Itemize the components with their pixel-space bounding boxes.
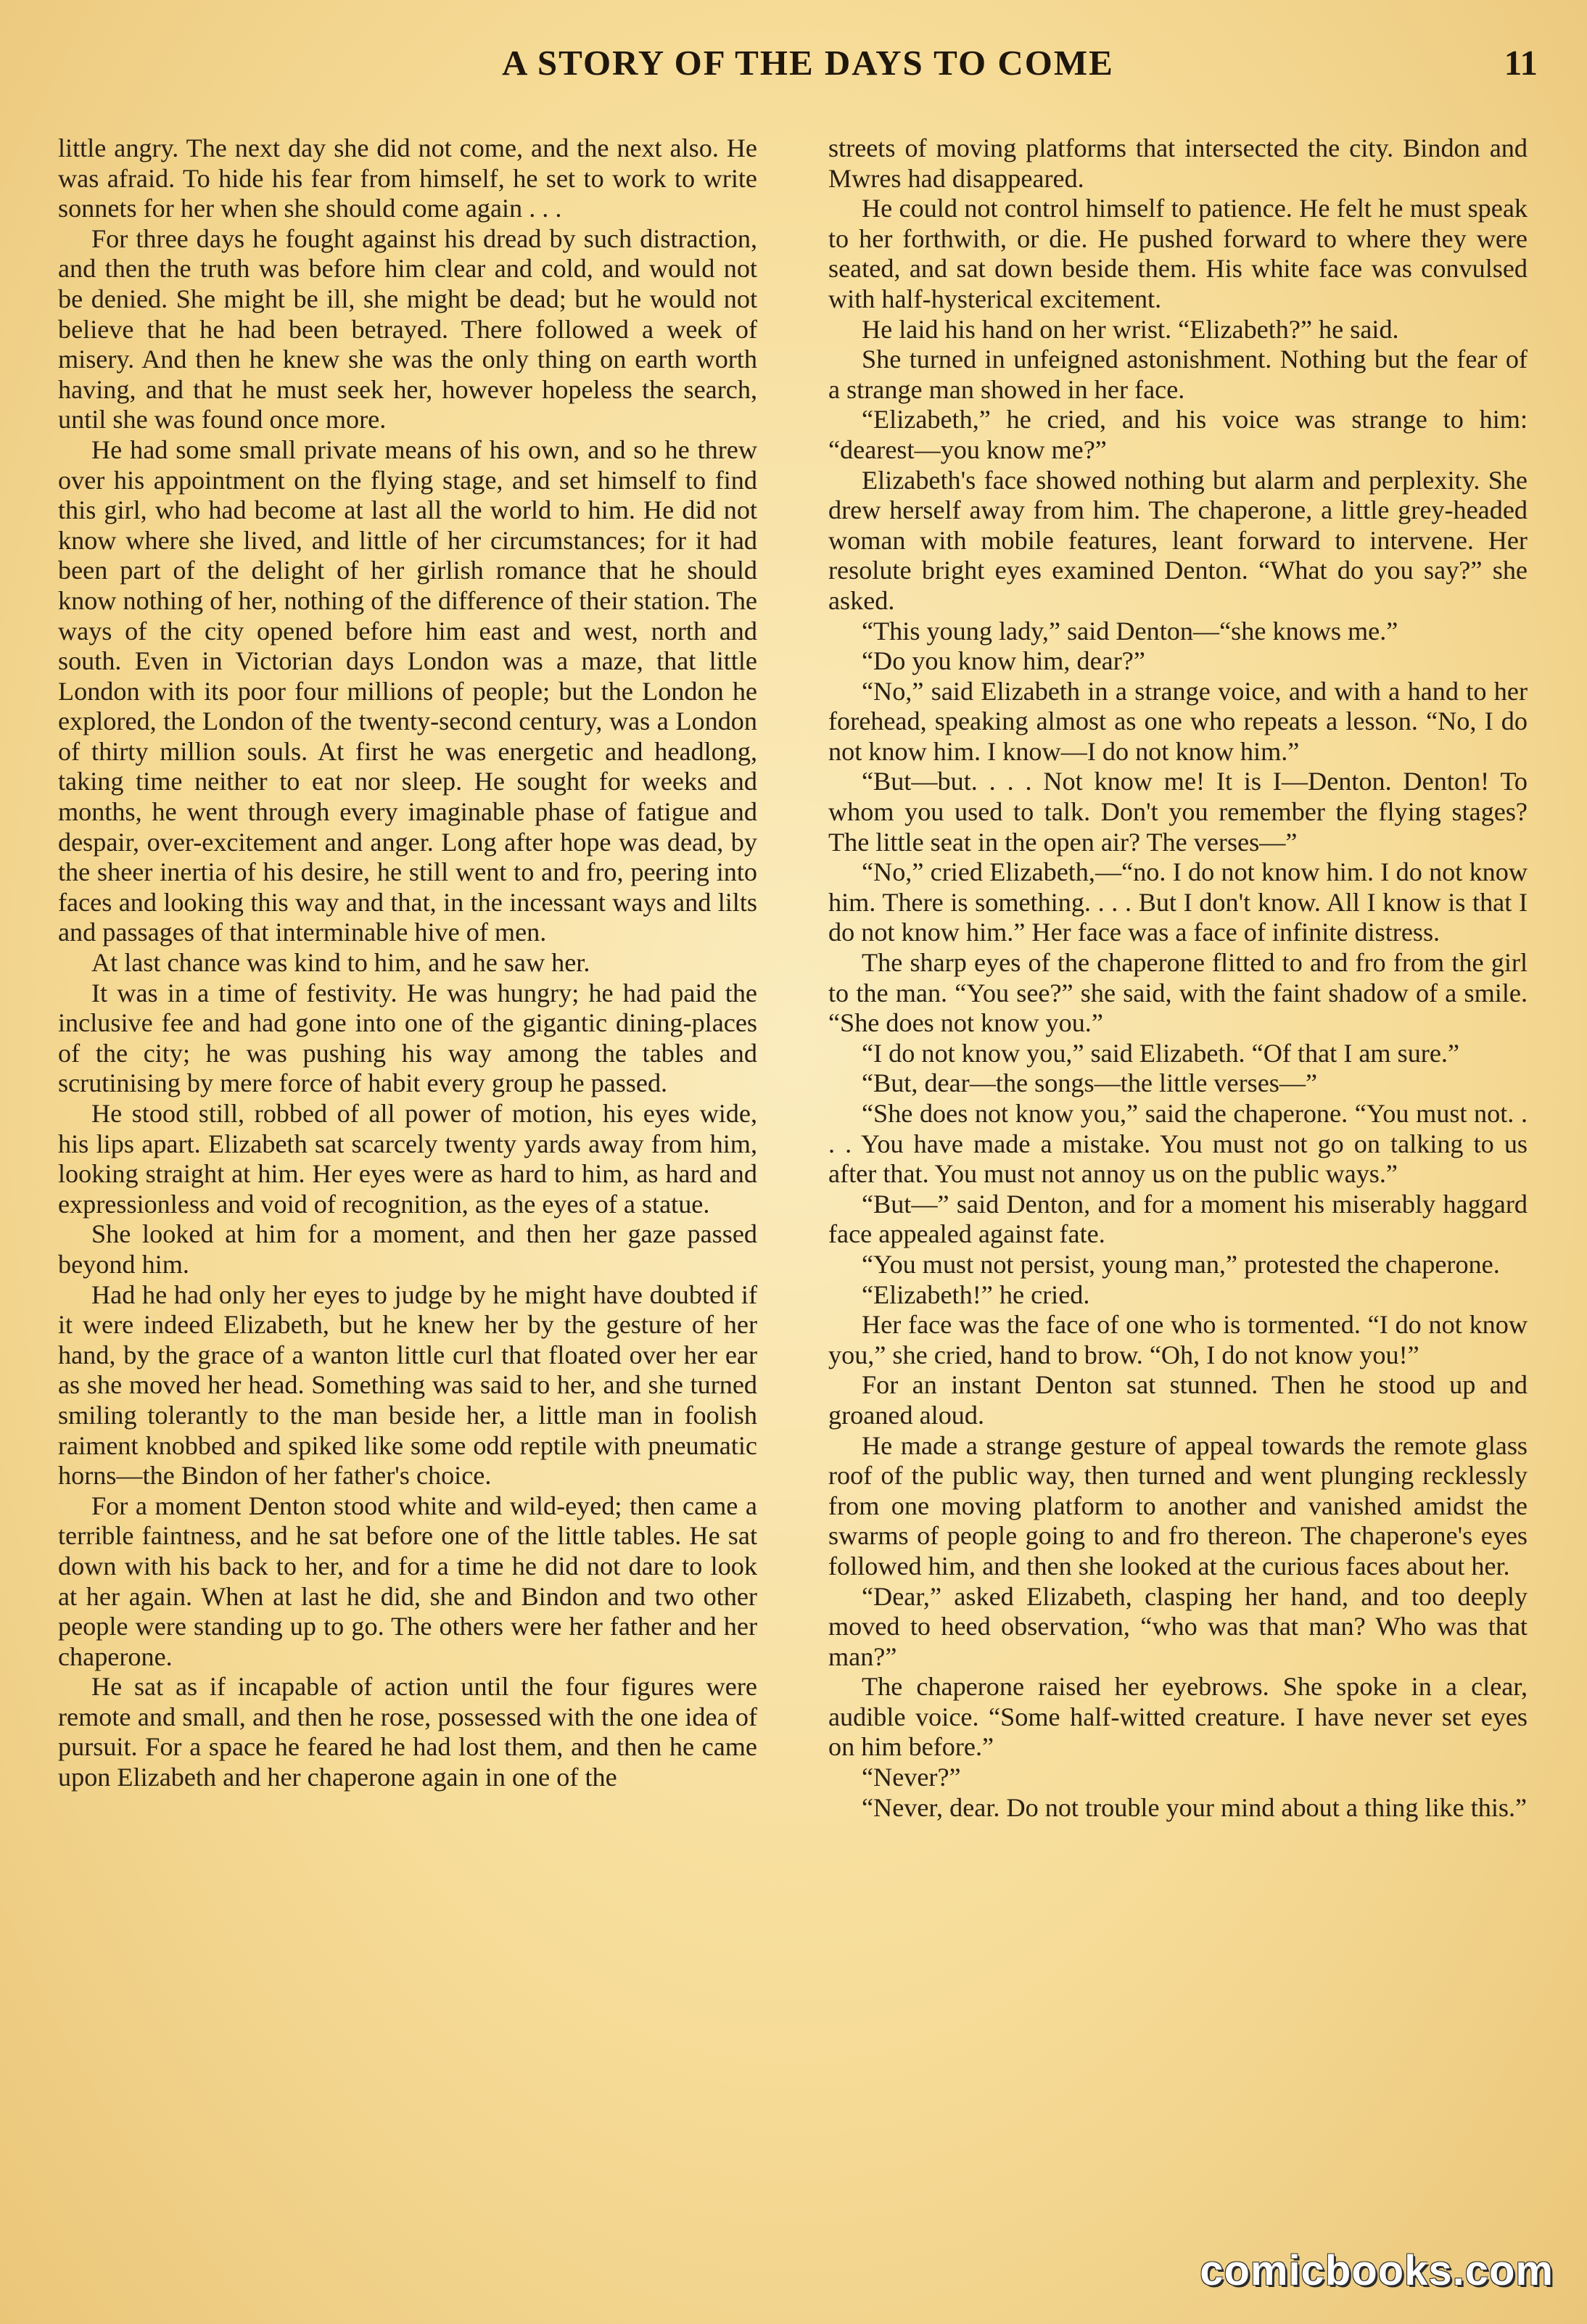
- paragraph: Her face was the face of one who is tormented. “I do not know you,” she cried, hand to brow. “Oh, I do not know you!”: [828, 1310, 1528, 1369]
- paragraph: She looked at him for a moment, and then her gaze passed beyond him.: [58, 1219, 757, 1279]
- paragraph: The sharp eyes of the chaperone flitted to and fro from the girl to the man. “You see?” she said, with the faint shadow of a smile. “She does not know you.”: [828, 948, 1528, 1038]
- paragraph: “You must not persist, young man,” protested the chaperone.: [862, 1249, 1500, 1279]
- paragraph: He made a strange gesture of appeal towards the remote glass roof of the public way, then turned and went plunging recklessly from one moving platform to another and vanished amidst the swarms of people going to and fro thereon. The chaperone's eyes followed him, and then she looked at the curious faces about her.: [828, 1430, 1528, 1581]
- paragraph: Elizabeth's face showed nothing but alarm and perplexity. She drew herself away from him. The chaperone, a little grey-headed woman with mobile features, leant forward to intervene. Her resolute bright eyes examined Denton. “What do you say?” she asked.: [828, 465, 1528, 615]
- page-number: 11: [1504, 43, 1538, 83]
- paragraph: little angry. The next day she did not come, and the next also. He was afraid. To hide his fear from himself, he set to work to write sonnets for her when she should come again . . .: [58, 133, 757, 223]
- watermark: comicbooks.com: [1200, 2247, 1554, 2294]
- left-column: [58, 133, 757, 2280]
- paragraph: He stood still, robbed of all power of motion, his eyes wide, his lips apart. Elizabeth sat scarcely twenty yards away from him, looking straight at him. Her eyes were as hard to him, as hard and expressionless and void of recognition, as the eyes of a statue.: [58, 1099, 757, 1219]
- paragraph: For a moment Denton stood white and wild-eyed; then came a terrible faintness, and he sat before one of the little tables. He sat down with his back to her, and for a time he did not dare to look at her again. When at last he did, she and Bindon and two other people were standing up to go. The others were her father and her chaperone.: [58, 1491, 757, 1671]
- paragraph: “I do not know you,” said Elizabeth. “Of that I am sure.”: [862, 1038, 1460, 1068]
- paragraph: He laid his hand on her wrist. “Elizabeth?” he said.: [862, 314, 1399, 344]
- paragraph: “But—” said Denton, and for a moment his miserably haggard face appealed against fate.: [828, 1189, 1528, 1249]
- paragraph: “Never?”: [862, 1763, 961, 1792]
- paragraph: “Elizabeth,” he cried, and his voice was strange to him: “dearest—you know me?”: [828, 405, 1528, 464]
- paragraph: It was in a time of festivity. He was hungry; he had paid the inclusive fee and had gone into one of the gigantic dining-places of the city; he was pushing his way among the tables and scrutinising by mere force of habit every group he passed.: [58, 978, 757, 1098]
- paragraph: “Dear,” asked Elizabeth, clasping her hand, and too deeply moved to heed observation, “who was that man? Who was that man?”: [828, 1581, 1528, 1671]
- paragraph: “This young lady,” said Denton—“she knows me.”: [862, 616, 1398, 646]
- paragraph: “She does not know you,” said the chaperone. “You must not. . . . You have made a mistake. You must not go on talking to us after that. You must not annoy us on the public ways.”: [828, 1099, 1528, 1189]
- paragraph: For an instant Denton sat stunned. Then he stood up and groaned aloud.: [828, 1370, 1528, 1430]
- paragraph: He sat as if incapable of action until the four figures were remote and small, and then he rose, possessed with the one idea of pursuit. For a space he feared he had lost them, and then he came upon Elizabeth and her chaperone again in one of the: [58, 1672, 757, 1792]
- paragraph: He could not control himself to patience. He felt he must speak to her forthwith, or die. He pushed forward to where they were seated, and sat down beside them. His white face was convulsed with half-hysterical excitement.: [828, 194, 1528, 313]
- paragraph: “No,” said Elizabeth in a strange voice, and with a hand to her forehead, speaking almost as one who repeats a lesson. “No, I do not know him. I know—I do not know him.”: [828, 676, 1528, 766]
- paragraph: At last chance was kind to him, and he saw her.: [91, 948, 590, 978]
- paragraph: “Never, dear. Do not trouble your mind about a thing like this.”: [862, 1792, 1528, 1822]
- paragraph: “But—but. . . . Not know me! It is I—Denton. Denton! To whom you used to talk. Don't you remember the flying stages? The little seat in the open air? The verses—”: [828, 767, 1528, 857]
- paragraph: “Do you know him, dear?”: [862, 646, 1145, 676]
- paragraph: For three days he fought against his dread by such distraction, and then the truth was before him clear and cold, and would not be denied. She might be ill, she might be dead; but he would not believe that he had been betrayed. There followed a week of misery. And then he knew she was the only thing on earth worth having, and that he must seek her, however hopeless the search, until she was found once more.: [58, 223, 757, 434]
- paragraph: She turned in unfeigned astonishment. Nothing but the fear of a strange man showed in her face.: [828, 345, 1528, 404]
- page-header: [58, 42, 1538, 93]
- paragraph: “Elizabeth!” he cried.: [862, 1280, 1090, 1309]
- paragraph: “No,” cried Elizabeth,—“no. I do not know him. I do not know him. There is something. . . . But I don't know. All I know is that I do not know him.” Her face was a face of infinite distress.: [828, 857, 1528, 947]
- right-column: [828, 133, 1528, 2280]
- paragraph: “But, dear—the songs—the little verses—”: [862, 1068, 1318, 1098]
- paragraph: The chaperone raised her eyebrows. She spoke in a clear, audible voice. “Some half-witted creature. I have never set eyes on him before.”: [828, 1672, 1528, 1762]
- paragraph: streets of moving platforms that intersected the city. Bindon and Mwres had disappeared.: [828, 133, 1528, 193]
- paragraph: Had he had only her eyes to judge by he might have doubted if it were indeed Elizabeth, but he knew her by the gesture of her hand, by the grace of a wanton little curl that floated over her ear as she moved her head. Something was said to her, and she turned smiling tolerantly to the man beside her, a little man in foolish raiment knobbed and spiked like some odd reptile with pneumatic horns—the Bindon of her father's choice.: [58, 1280, 757, 1491]
- running-title: A STORY OF THE DAYS TO COME: [502, 43, 1114, 83]
- paragraph: He had some small private means of his own, and so he threw over his appointment on the flying stage, and set himself to find this girl, who had become at last all the world to him. He did not know where she lived, and little of her circumstances; for it had been part of the delight of her girlish romance that he should know nothing of her, nothing of the difference of their station. The ways of the city opened before him east and west, north and south. Even in Victorian days London was a maze, that little London with its poor four millions of people; but the London he explored, the London of the twenty-second century, was a London of thirty million souls. At first he was energetic and headlong, taking time neither to eat nor sleep. He sought for weeks and months, he went through every imaginable phase of fatigue and despair, over-excitement and anger. Long after hope was dead, by the sheer inertia of his desire, he still went to and fro, peering into faces and looking this way and that, in the incessant ways and lilts and passages of that interminable hive of men.: [58, 434, 757, 947]
